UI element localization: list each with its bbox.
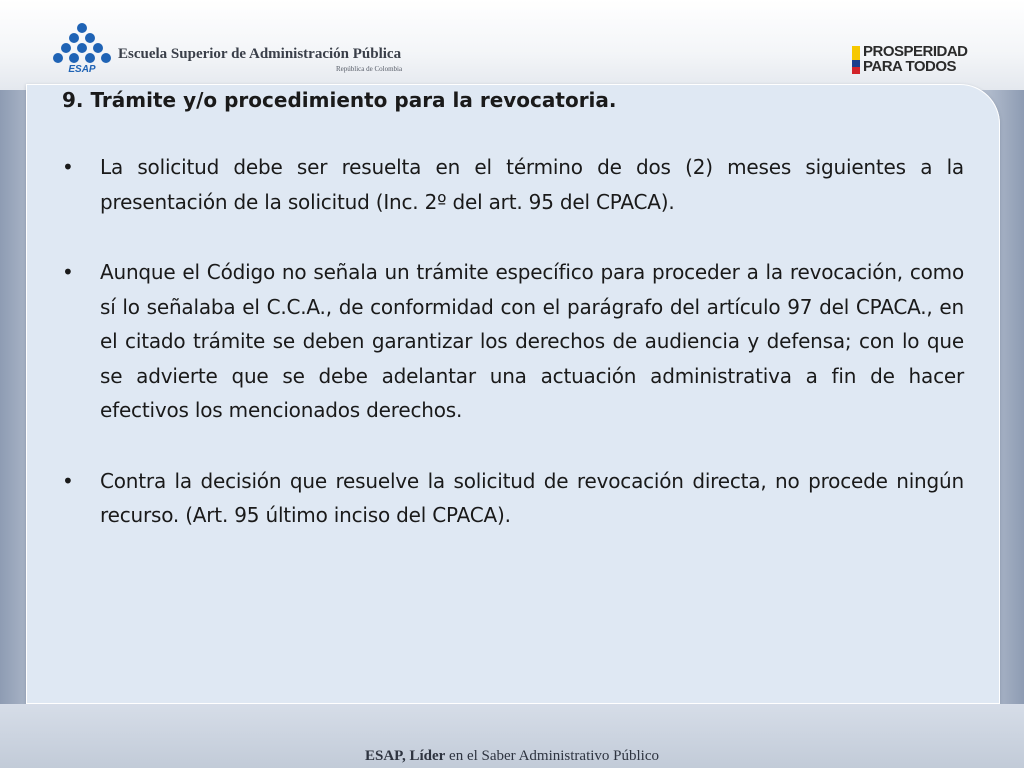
svg-text:ESAP: ESAP xyxy=(68,64,96,74)
esap-logo-icon xyxy=(52,22,112,74)
prosperidad-line1: PROSPERIDAD xyxy=(863,43,968,60)
colombia-flag-icon xyxy=(852,46,860,74)
school-name: Escuela Superior de Administración Pública xyxy=(118,46,402,62)
bullet-marker: • xyxy=(62,155,74,179)
bullet-text: Aunque el Código no señala un trámite específico para proceder a la revocación, como sí lo señalaba el C.C.A., de conformidad con el parágrafo del artículo 97 del CPACA., en el citado trámite se deben garantizar los derechos de audiencia y defensa; con lo que se advierte que se debe adelantar una actuación administrativa a fin de hacer efectivos los mencionados derechos. xyxy=(100,260,964,422)
prosperidad-line2: PARA TODOS xyxy=(863,58,957,75)
footer-rest: en el Saber Administrativo Público xyxy=(445,748,660,764)
bullet-item xyxy=(62,464,964,533)
slide-content xyxy=(62,86,964,569)
bullet-text: La solicitud debe ser resuelta en el término de dos (2) meses siguientes a la presentación de la solicitud (Inc. 2º del art. 95 del CPACA). xyxy=(100,155,964,214)
slide-heading: 9. Trámite y/o procedimiento para la revocatoria. xyxy=(62,88,617,112)
slide-footer xyxy=(0,748,1024,765)
bullet-item xyxy=(62,150,964,219)
bullet-text: Contra la decisión que resuelve la solicitud de revocación directa, no procede ningún recurso. (Art. 95 último inciso del CPACA). xyxy=(100,468,964,527)
footer-bold: ESAP, Líder xyxy=(364,748,446,764)
school-subtitle: República de Colombia xyxy=(336,65,403,73)
bullet-marker: • xyxy=(62,260,74,284)
prosperidad-text xyxy=(863,44,968,74)
slide-header xyxy=(0,0,1024,90)
bullet-marker: • xyxy=(62,468,74,493)
prosperidad-logo xyxy=(852,44,974,76)
bullet-item xyxy=(62,255,964,428)
